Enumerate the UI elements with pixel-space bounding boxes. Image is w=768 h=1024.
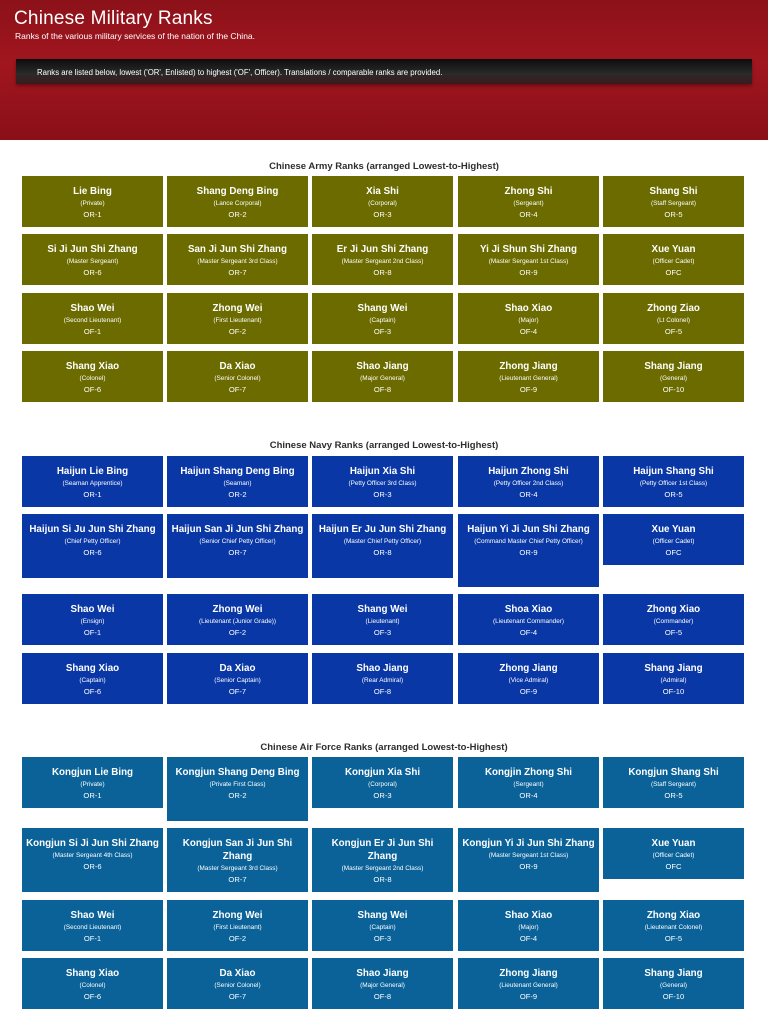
rank-code: OF-6 <box>83 687 102 696</box>
army-rank-card-of-10 <box>603 351 744 402</box>
rank-name: Shang Wei <box>357 910 408 921</box>
rank-name: Zhong Xiao <box>646 910 701 921</box>
rank-name: Kongjun Lie Bing <box>51 767 134 778</box>
rank-code: OFC <box>665 268 682 277</box>
rank-code: OR-3 <box>373 490 392 499</box>
rank-translation: (Seaman Apprentice) <box>62 480 123 487</box>
rank-translation: (Master Sergeant 2nd Class) <box>341 865 424 872</box>
rank-code: OF-5 <box>664 327 683 336</box>
navy-rank-card-of-8 <box>312 653 453 704</box>
rank-name: Shang Jiang <box>644 968 703 979</box>
rank-code: OFC <box>665 548 682 557</box>
navy-rank-card-or-9 <box>458 514 599 587</box>
rank-name: Yi Ji Shun Shi Zhang <box>479 244 578 255</box>
rank-name: Kongjun Yi Ji Jun Shi Zhang <box>462 838 595 849</box>
rank-translation: (First Lieutenant) <box>213 924 262 931</box>
rank-translation: (Commander) <box>653 618 694 625</box>
rank-translation: (Captain) <box>369 924 396 931</box>
page-header <box>0 0 768 140</box>
rank-code: OF-6 <box>83 992 102 1001</box>
rank-translation: (Second Lieutenant) <box>63 317 122 324</box>
rank-name: Da Xiao <box>219 361 256 372</box>
navy-rank-card-or-8 <box>312 514 453 578</box>
rank-translation: (Officer Cadet) <box>652 538 695 545</box>
rank-code: OR-7 <box>228 875 247 884</box>
rank-name: Kongjun Shang Deng Bing <box>175 767 300 778</box>
air-force-rank-card-or-9 <box>458 828 599 892</box>
rank-code: OF-9 <box>519 385 538 394</box>
navy-section-title: Chinese Navy Ranks (arranged Lowest-to-Highest) <box>269 440 499 451</box>
navy-rank-card-of-9 <box>458 653 599 704</box>
navy-rank-card-of-5 <box>603 594 744 645</box>
rank-translation: (Petty Officer 2nd Class) <box>493 480 564 487</box>
rank-translation: (Master Chief Petty Officer) <box>343 538 422 545</box>
army-rank-card-or-3 <box>312 176 453 227</box>
rank-code: OR-7 <box>228 268 247 277</box>
rank-code: OF-7 <box>228 385 247 394</box>
rank-name: Zhong Wei <box>212 910 263 921</box>
rank-name: Shoa Xiao <box>504 604 553 615</box>
rank-code: OR-8 <box>373 268 392 277</box>
army-rank-card-or-4 <box>458 176 599 227</box>
page-subtitle: Ranks of the various military services of the nation of the China. <box>15 31 256 41</box>
army-rank-card-of-2 <box>167 293 308 344</box>
rank-name: Da Xiao <box>219 663 256 674</box>
rank-name: Shao Jiang <box>356 968 409 979</box>
air-force-rank-card-of-10 <box>603 958 744 1009</box>
rank-translation: (Private First Class) <box>209 781 266 788</box>
rank-code: OF-4 <box>519 934 538 943</box>
rank-name: Lie Bing <box>73 186 112 197</box>
rank-code: OF-8 <box>373 687 392 696</box>
navy-rank-card-of-10 <box>603 653 744 704</box>
rank-code: OF-9 <box>519 992 538 1001</box>
rank-name: Shao Jiang <box>356 361 409 372</box>
navy-rank-card-or-7 <box>167 514 308 578</box>
army-rank-card-of-8 <box>312 351 453 402</box>
ranks-notice-banner <box>16 59 752 84</box>
rank-code: OR-2 <box>228 490 247 499</box>
rank-code: OR-9 <box>519 548 538 557</box>
rank-translation: (Senior Chief Petty Officer) <box>199 538 276 545</box>
army-section-title: Chinese Army Ranks (arranged Lowest-to-Highest) <box>269 161 499 172</box>
air-force-rank-card-or-4 <box>458 757 599 808</box>
rank-code: OR-7 <box>228 548 247 557</box>
rank-translation: (Lt Colonel) <box>656 317 691 324</box>
rank-name: Kongjin Zhong Shi <box>484 767 573 778</box>
rank-translation: (Major) <box>518 924 539 931</box>
rank-name: Shang Jiang <box>644 361 703 372</box>
rank-name: Haijun San Ji Jun Shi Zhang <box>171 524 304 535</box>
army-rank-card-or-8 <box>312 234 453 285</box>
rank-translation: (Lieutenant Commander) <box>492 618 565 625</box>
navy-rank-card-of-2 <box>167 594 308 645</box>
navy-rank-card-or-6 <box>22 514 163 578</box>
rank-code: OF-1 <box>83 628 102 637</box>
army-rank-card-of-6 <box>22 351 163 402</box>
rank-name: Shao Xiao <box>504 303 553 314</box>
navy-rank-card-ofc <box>603 514 744 565</box>
rank-code: OR-4 <box>519 210 538 219</box>
rank-name: Haijun Si Ju Jun Shi Zhang <box>29 524 156 535</box>
rank-name: Haijun Er Ju Jun Shi Zhang <box>318 524 447 535</box>
air-force-rank-card-or-6 <box>22 828 163 892</box>
rank-translation: (Officer Cadet) <box>652 258 695 265</box>
navy-rank-card-or-3 <box>312 456 453 507</box>
rank-code: OF-2 <box>228 934 247 943</box>
rank-translation: (Master Sergeant 1st Class) <box>488 852 569 859</box>
rank-code: OF-7 <box>228 687 247 696</box>
rank-name: Zhong Xiao <box>646 604 701 615</box>
rank-code: OR-2 <box>228 791 247 800</box>
rank-translation: (Corporal) <box>368 781 397 788</box>
rank-name: Shao Jiang <box>356 663 409 674</box>
rank-translation: (Master Sergeant 3rd Class) <box>197 258 278 265</box>
rank-name: Shang Jiang <box>644 663 703 674</box>
rank-translation: (Petty Officer 3rd Class) <box>348 480 417 487</box>
rank-name: Kongjun Xia Shi <box>344 767 421 778</box>
rank-translation: (General) <box>660 982 687 989</box>
rank-code: OR-1 <box>83 210 102 219</box>
rank-translation: (Private) <box>80 200 105 207</box>
rank-name: Shang Xiao <box>65 361 120 372</box>
air-force-rank-card-of-6 <box>22 958 163 1009</box>
rank-code: OF-10 <box>662 385 685 394</box>
rank-code: OF-2 <box>228 327 247 336</box>
navy-rank-card-of-6 <box>22 653 163 704</box>
rank-name: Zhong Jiang <box>499 361 558 372</box>
army-rank-card-or-1 <box>22 176 163 227</box>
rank-code: OR-3 <box>373 791 392 800</box>
rank-translation: (Lieutenant (Junior Grade)) <box>198 618 277 625</box>
army-rank-card-of-5 <box>603 293 744 344</box>
rank-translation: (Lieutenant General) <box>499 982 558 989</box>
rank-code: OR-8 <box>373 548 392 557</box>
navy-rank-card-or-1 <box>22 456 163 507</box>
rank-translation: (Lance Corporal) <box>213 200 262 207</box>
rank-code: OR-5 <box>664 791 683 800</box>
rank-translation: (Major) <box>518 317 539 324</box>
rank-code: OF-6 <box>83 385 102 394</box>
rank-code: OR-3 <box>373 210 392 219</box>
rank-code: OF-4 <box>519 628 538 637</box>
army-rank-card-ofc <box>603 234 744 285</box>
navy-rank-card-of-4 <box>458 594 599 645</box>
rank-name: Shao Xiao <box>504 910 553 921</box>
navy-rank-card-or-4 <box>458 456 599 507</box>
rank-code: OR-9 <box>519 862 538 871</box>
air-force-rank-card-or-7 <box>167 828 308 892</box>
air-force-rank-card-of-1 <box>22 900 163 951</box>
rank-name: Er Ji Jun Shi Zhang <box>336 244 429 255</box>
rank-code: OR-1 <box>83 490 102 499</box>
rank-code: OR-5 <box>664 490 683 499</box>
rank-translation: (Master Sergeant) <box>66 258 119 265</box>
rank-translation: (Lieutenant General) <box>499 375 558 382</box>
navy-rank-card-of-1 <box>22 594 163 645</box>
rank-code: OF-2 <box>228 628 247 637</box>
rank-translation: (Major General) <box>360 982 405 989</box>
rank-name: Haijun Yi Ji Jun Shi Zhang <box>467 524 590 535</box>
army-rank-card-or-9 <box>458 234 599 285</box>
rank-name: Shao Wei <box>70 604 115 615</box>
air-force-rank-card-or-5 <box>603 757 744 808</box>
rank-name: Kongjun Si Ji Jun Shi Zhang <box>26 838 159 849</box>
rank-translation: (Captain) <box>79 677 106 684</box>
rank-translation: (Sergeant) <box>513 781 544 788</box>
rank-name: Haijun Shang Deng Bing <box>180 466 295 477</box>
rank-translation: (Colonel) <box>79 375 106 382</box>
rank-code: OF-3 <box>373 628 392 637</box>
rank-name: Shang Xiao <box>65 663 120 674</box>
rank-translation: (Ensign) <box>80 618 105 625</box>
rank-name: Kongjun Shang Shi <box>628 767 719 778</box>
rank-translation: (General) <box>660 375 687 382</box>
air-force-rank-card-of-9 <box>458 958 599 1009</box>
air-force-rank-card-of-2 <box>167 900 308 951</box>
army-rank-card-of-9 <box>458 351 599 402</box>
rank-code: OR-4 <box>519 490 538 499</box>
rank-code: OR-9 <box>519 268 538 277</box>
rank-name: Xia Shi <box>366 186 399 197</box>
army-rank-card-or-7 <box>167 234 308 285</box>
army-rank-card-of-7 <box>167 351 308 402</box>
rank-translation: (Master Sergeant 1st Class) <box>488 258 569 265</box>
rank-translation: (Staff Sergeant) <box>651 200 696 207</box>
rank-translation: (Private) <box>80 781 105 788</box>
army-rank-card-or-6 <box>22 234 163 285</box>
air-force-rank-card-ofc <box>603 828 744 879</box>
air-force-rank-card-or-3 <box>312 757 453 808</box>
air-force-rank-card-or-1 <box>22 757 163 808</box>
rank-code: OR-1 <box>83 791 102 800</box>
rank-translation: (Master Sergeant 3rd Class) <box>197 865 278 872</box>
rank-code: OR-8 <box>373 875 392 884</box>
rank-code: OF-1 <box>83 327 102 336</box>
rank-code: OF-10 <box>662 992 685 1001</box>
rank-code: OF-5 <box>664 934 683 943</box>
air-force-rank-card-of-5 <box>603 900 744 951</box>
rank-name: Zhong Jiang <box>499 663 558 674</box>
rank-translation: (Officer Cadet) <box>652 852 695 859</box>
rank-translation: (Corporal) <box>368 200 397 207</box>
rank-code: OR-5 <box>664 210 683 219</box>
army-rank-card-or-5 <box>603 176 744 227</box>
rank-translation: (Rear Admiral) <box>361 677 404 684</box>
rank-code: OF-8 <box>373 385 392 394</box>
rank-translation: (Senior Captain) <box>214 677 261 684</box>
rank-translation: (First Lieutenant) <box>213 317 262 324</box>
navy-rank-card-of-3 <box>312 594 453 645</box>
rank-translation: (Major General) <box>360 375 405 382</box>
rank-name: Shao Wei <box>70 303 115 314</box>
rank-translation: (Chief Petty Officer) <box>64 538 121 545</box>
army-rank-card-of-4 <box>458 293 599 344</box>
rank-name: Kongjun San Ji Jun Shi Zhang <box>182 838 293 862</box>
air-force-rank-card-of-7 <box>167 958 308 1009</box>
rank-name: Shang Deng Bing <box>196 186 279 197</box>
rank-name: Haijun Lie Bing <box>56 466 129 477</box>
navy-rank-card-or-2 <box>167 456 308 507</box>
rank-code: OR-4 <box>519 791 538 800</box>
rank-code: OF-4 <box>519 327 538 336</box>
rank-translation: (Lieutenant Colonel) <box>644 924 703 931</box>
rank-translation: (Senior Colonel) <box>214 982 261 989</box>
rank-translation: (Admiral) <box>660 677 687 684</box>
rank-name: Kongjun Er Ji Jun Shi Zhang <box>331 838 434 862</box>
army-rank-card-of-1 <box>22 293 163 344</box>
air-force-rank-card-or-8 <box>312 828 453 892</box>
rank-name: Da Xiao <box>219 968 256 979</box>
rank-name: Si Ji Jun Shi Zhang <box>47 244 138 255</box>
rank-name: Zhong Jiang <box>499 968 558 979</box>
rank-code: OF-7 <box>228 992 247 1001</box>
rank-translation: (Command Master Chief Petty Officer) <box>474 538 583 545</box>
rank-name: Haijun Shang Shi <box>633 466 714 477</box>
rank-name: Xue Yuan <box>651 244 696 255</box>
rank-code: OF-5 <box>664 628 683 637</box>
rank-name: Haijun Xia Shi <box>349 466 416 477</box>
rank-translation: (Senior Colonel) <box>214 375 261 382</box>
rank-name: Zhong Wei <box>212 303 263 314</box>
air-force-rank-card-of-4 <box>458 900 599 951</box>
rank-translation: (Staff Sergeant) <box>651 781 696 788</box>
rank-translation: (Master Sergeant 2nd Class) <box>341 258 424 265</box>
rank-code: OF-3 <box>373 327 392 336</box>
rank-translation: (Second Lieutenant) <box>63 924 122 931</box>
navy-rank-card-or-5 <box>603 456 744 507</box>
rank-translation: (Seaman) <box>223 480 252 487</box>
air-force-section-title: Chinese Air Force Ranks (arranged Lowest-to-Highest) <box>260 742 508 753</box>
rank-translation: (Lieutenant) <box>365 618 400 625</box>
rank-name: Xue Yuan <box>651 524 696 535</box>
air-force-rank-card-of-8 <box>312 958 453 1009</box>
rank-translation: (Sergeant) <box>513 200 544 207</box>
rank-code: OR-6 <box>83 268 102 277</box>
army-rank-card-or-2 <box>167 176 308 227</box>
page-title: Chinese Military Ranks <box>14 8 213 29</box>
rank-name: Shao Wei <box>70 910 115 921</box>
air-force-rank-card-of-3 <box>312 900 453 951</box>
rank-code: OFC <box>665 862 682 871</box>
rank-name: Zhong Wei <box>212 604 263 615</box>
rank-code: OF-9 <box>519 687 538 696</box>
rank-code: OF-10 <box>662 687 685 696</box>
rank-translation: (Master Sergeant 4th Class) <box>52 852 133 859</box>
rank-code: OR-6 <box>83 548 102 557</box>
rank-name: Zhong Shi <box>504 186 553 197</box>
rank-code: OF-8 <box>373 992 392 1001</box>
rank-translation: (Colonel) <box>79 982 106 989</box>
rank-name: San Ji Jun Shi Zhang <box>187 244 288 255</box>
rank-translation: (Captain) <box>369 317 396 324</box>
rank-translation: (Vice Admiral) <box>508 677 549 684</box>
rank-code: OF-3 <box>373 934 392 943</box>
rank-name: Shang Wei <box>357 303 408 314</box>
air-force-rank-card-or-2 <box>167 757 308 821</box>
rank-code: OR-6 <box>83 862 102 871</box>
rank-name: Shang Wei <box>357 604 408 615</box>
rank-translation: (Petty Officer 1st Class) <box>639 480 708 487</box>
rank-name: Zhong Ziao <box>647 303 700 314</box>
rank-name: Haijun Zhong Shi <box>488 466 569 477</box>
army-rank-card-of-3 <box>312 293 453 344</box>
ranks-notice-text: Ranks are listed below, lowest ('OR', Enlisted) to highest ('OF', Officer). Translations / comparable ranks are provided. <box>37 68 443 77</box>
rank-code: OR-2 <box>228 210 247 219</box>
rank-code: OF-1 <box>83 934 102 943</box>
rank-name: Shang Xiao <box>65 968 120 979</box>
rank-name: Xue Yuan <box>651 838 696 849</box>
rank-name: Shang Shi <box>649 186 698 197</box>
navy-rank-card-of-7 <box>167 653 308 704</box>
